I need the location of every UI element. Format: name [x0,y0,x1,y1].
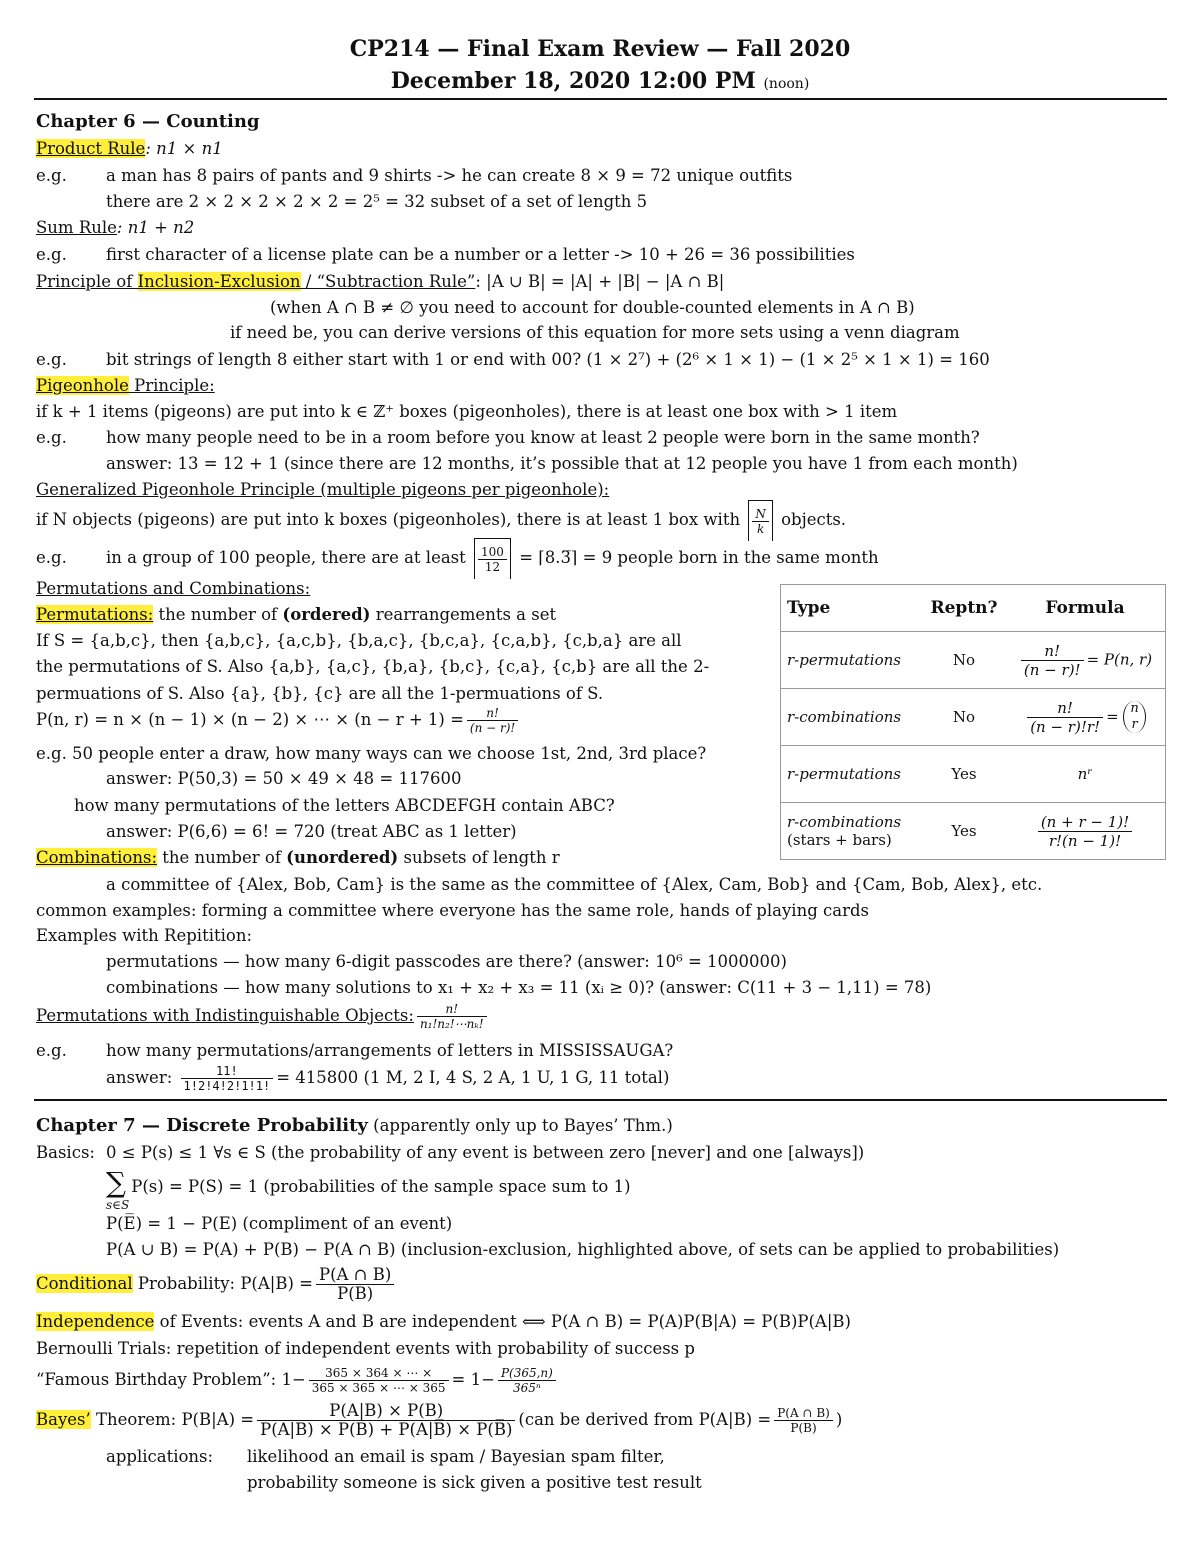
basics-line-4: P(A ∪ B) = P(A) + P(B) − P(A ∩ B) (inclusion-exclusion, highlighted above, of sets can be applied to probabilities) [106,1240,1060,1259]
conditional-probability-line: Conditional Probability: P(A|B) = $\frac{P(A \cap B)}{P(B)}$ [36,1262,397,1306]
pigeonhole-label: Pigeonhole [36,376,129,395]
table-cell-type: r-combinations (stars + bars) [781,803,924,860]
permutations-example-1: e.g. 50 people enter a draw, how many ways can we choose 1st, 2nd, 3rd place? [36,744,707,763]
generalized-pigeonhole-label: Generalized Pigeonhole Principle (multiple pigeons per pigeonhole): [36,480,610,499]
eg-label: e.g. [36,1041,67,1060]
permutations-label: Permutations: [36,605,154,624]
repetition-label: Examples with Repitition: [36,926,253,945]
table-cell-rep: No [923,689,1005,746]
bayes-theorem-line: Bayes’ Theorem: P(B|A) = $\frac{P(A|B) \times P(B)}{P(A|B) \times P(B) + P(A|B̅) \times P(B̅)}$ (can be derived from P(A|B) = $\frac{P(A \cap B)}{P(B)}$ ) [36,1401,843,1439]
table-cell-type: r-permutations [781,746,924,803]
applications-label: applications: [106,1447,214,1466]
application-2: probability someone is sick given a positive test result [247,1473,702,1492]
permutations-line-1: If S = {a,b,c}, then {a,b,c}, {a,c,b}, {b,a,c}, {b,c,a}, {c,a,b}, {c,b,a} are all [36,631,682,650]
permutations-example-2-answer: answer: P(6,6) = 6! = 720 (treat ABC as 1 letter) [106,822,517,841]
table-row [781,632,1166,689]
basics-line-3: P(E̅) = 1 − P(E) (compliment of an event) [106,1214,453,1233]
product-rule-line: Product Rule: n1 × n1 [36,139,223,158]
sum-rule-line: Sum Rule: n1 + n2 [36,218,195,237]
inclusion-exclusion-note-1: (when A ∩ B ≠ ∅ you need to account for double-counted elements in A ∩ B) [270,298,915,317]
permutations-example-2: how many permutations of the letters ABCDEFGH contain ABC? [74,796,615,815]
permutations-example-1-answer: answer: P(50,3) = 50 × 49 × 48 = 117600 [106,769,462,788]
basics-line-2: ∑ P(s) = P(S) = 1 (probabilities of the sample space sum to 1) [106,1166,631,1199]
header-rule [34,98,1167,100]
table-cell-formula: $\frac{n!}{(n - r)!}$ = P(n, r) [1005,632,1166,689]
application-1: likelihood an email is spam / Bayesian spam filter, [247,1447,665,1466]
table-cell-formula: $\frac{n!}{(n - r)!r!}$ = n r [1005,689,1166,746]
product-example-2: there are 2 × 2 × 2 × 2 × 2 = 2⁵ = 32 subset of a set of length 5 [106,192,648,211]
chapter-6-heading: Chapter 6 — Counting [36,111,260,132]
counting-formula-table [780,584,1166,860]
combinations-label: Combinations: [36,848,158,867]
chapter-7-heading: Chapter 7 — Discrete Probability (apparently only up to Bayes’ Thm.) [36,1115,673,1136]
indistinguishable-example-question: how many permutations/arrangements of letters in MISSISSAUGA? [106,1041,674,1060]
pigeonhole-example-question: how many people need to be in a room before you know at least 2 people were born in the same month? [106,428,980,447]
product-rule-label: Product Rule [36,139,146,158]
inclusion-exclusion-label: Inclusion-Exclusion [137,272,301,291]
sum-rule-label: Sum Rule [36,218,117,237]
birthday-problem-line: “Famous Birthday Problem”: 1− $\frac{365 \times 364 \times \cdots \times}{365 \times 365 \times \cdots \times 365}$ = 1− $\frac{P(365,n)}{\text{365ⁿ}}$ [36,1358,559,1402]
table-cell-rep: No [923,632,1005,689]
table-header: Formula [1005,585,1166,632]
noon-note: (noon) [763,76,810,92]
indistinguishable-example-answer: answer: $\frac{11!}{1!2!4!2!1!1!}$ = 415800 (1 M, 2 I, 4 S, 2 A, 1 U, 1 G, 11 total) [106,1064,670,1093]
table-cell-rep: Yes [923,746,1005,803]
combinations-definition: Combinations: the number of (unordered) subsets of length r [36,848,560,867]
eg-label: e.g. [36,350,67,369]
bayes-label: Bayes’ [36,1410,91,1429]
product-example-1: a man has 8 pairs of pants and 9 shirts -> he can create 8 × 9 = 72 unique outfits [106,166,793,185]
inclusion-exclusion-note-2: if need be, you can derive versions of this equation for more sets using a venn diagram [230,323,960,342]
table-cell-rep: Yes [923,803,1005,860]
combinations-line-1: a committee of {Alex, Bob, Cam} is the same as the committee of {Alex, Cam, Bob} and {Cam, Bob, Alex}, etc. [106,875,1043,894]
table-cell-type: r-permutations [781,632,924,689]
independence-line: Independence of Events: events A and B are independent ⟺ P(A ∩ B) = P(A)P(B|A) = P(B)P(A|B) [36,1312,851,1331]
table-cell-type: r-combinations [781,689,924,746]
pigeonhole-example-answer: answer: 13 = 12 + 1 (since there are 12 months, it’s possible that at 12 people you have 1 from each month) [106,454,1018,473]
section-rule [34,1099,1167,1101]
pigeonhole-line: Pigeonhole Principle: [36,376,215,395]
repetition-combinations: combinations — how many solutions to x₁ + x₂ + x₃ = 11 (xᵢ ≥ 0)? (answer: C(11 + 3 − 1,11) = 78) [106,978,932,997]
document-date: December 18, 2020 12:00 PM (noon) [390,68,810,94]
generalized-pigeonhole-definition: if N objects (pigeons) are put into k boxes (pigeonholes), there is at least 1 box with $\frac{N}{k}$ objects. [36,500,846,541]
basics-label: Basics: [36,1143,95,1162]
independence-label: Independence [36,1312,155,1331]
bernoulli-line: Bernoulli Trials: repetition of independent events with probability of success p [36,1339,695,1358]
permutations-line-2: the permutations of S. Also {a,b}, {a,c}, {b,a}, {b,c}, {c,a}, {c,b} are all the 2- [36,657,710,676]
table-header: Reptn? [923,585,1005,632]
inclusion-exclusion-line: Principle of Inclusion-Exclusion / “Subtraction Rule”: |A ∪ B| = |A| + |B| − |A ∩ B| [36,272,725,291]
permutations-formula: P(n, r) = n × (n − 1) × (n − 2) × ⋯ × (n − r + 1) = $\frac{n!}{(n - r)!}$ [36,700,521,740]
sum-symbol: ∑ [106,1166,126,1199]
basics-line-1: 0 ≤ P(s) ≤ 1 ∀s ∈ S (the probability of any event is between zero [never] and one [always]) [106,1143,865,1162]
table-header-row [781,585,1166,632]
eg-label: e.g. [36,166,67,185]
eg-label: e.g. [36,548,67,567]
table-row [781,746,1166,803]
permutations-line-3: permuations of S. Also {a}, {b}, {c} are all the 1-permuations of S. [36,684,604,703]
table-cell-formula: nʳ [1005,746,1166,803]
pigeonhole-definition: if k + 1 items (pigeons) are put into k ∈ ℤ⁺ boxes (pigeonholes), there is at least one box with > 1 item [36,402,898,421]
table-row [781,803,1166,860]
document-title: CP214 — Final Exam Review — Fall 2020 [349,36,851,62]
eg-label: e.g. [36,428,67,447]
permutations-definition: Permutations: the number of (ordered) rearrangements a set [36,605,557,624]
indistinguishable-label: Permutations with Indistinguishable Objects: [36,1006,414,1025]
combinations-line-2: common examples: forming a committee where everyone has the same role, hands of playing cards [36,901,870,920]
table-header: Type [781,585,924,632]
conditional-label: Conditional [36,1274,133,1293]
perm-comb-label: Permutations and Combinations: [36,579,311,598]
indistinguishable-line: Permutations with Indistinguishable Objects: $\frac{n!}{\text{n₁!n₂!⋯nₖ!}}$ [36,996,490,1036]
sum-subscript: s∈S [106,1198,130,1212]
inclusion-exclusion-example: bit strings of length 8 either start with 1 or end with 00? (1 × 2⁷) + (2⁶ × 1 × 1) − (1 × 2⁵ × 1 × 1) = 160 [106,350,990,369]
sum-example: first character of a license plate can be a number or a letter -> 10 + 26 = 36 possibilities [106,245,855,264]
eg-label: e.g. [36,245,67,264]
repetition-permutations: permutations — how many 6-digit passcodes are there? (answer: 10⁶ = 1000000) [106,952,787,971]
table-row [781,689,1166,746]
generalized-pigeonhole-example: in a group of 100 people, there are at least $\frac{100}{12}$ = ⌈8.3̅⌉ = 9 people born in the same month [106,538,879,579]
table-cell-formula: $\frac{(n + r - 1)!}{r!(n - 1)!}$ [1005,803,1166,860]
